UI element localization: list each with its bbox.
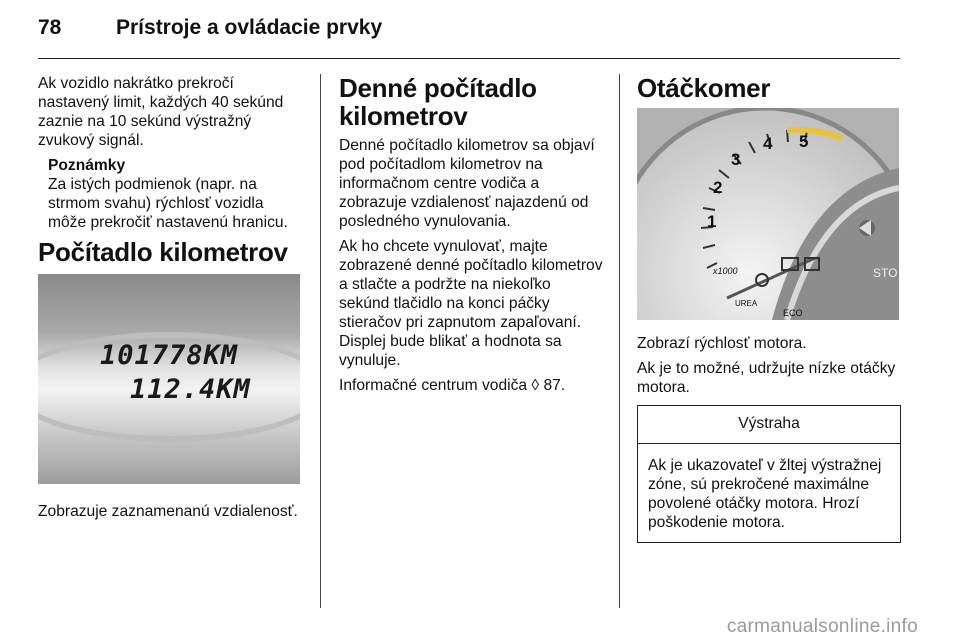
gauge-number-4: 4 [763,134,773,153]
header-divider [38,58,900,59]
stop-button-label: STO [873,266,898,280]
trip-reading: 112.4KM [130,374,251,405]
urea-label: UREA [735,299,758,308]
tachometer-caption-1: Zobrazí rýchlosť motora. [637,335,807,352]
odometer-display-photo [38,274,300,484]
warning-box [637,405,901,543]
note-text: Za istých podmienok (napr. na strmom svahu) rýchlosť vozidla môže prekročiť nastavenú hranicu. [48,176,288,231]
column-divider-2 [619,74,620,608]
odometer-reading: 101778KM [100,340,239,371]
note-title: Poznámky [48,157,126,174]
watermark: carmanualsonline.info [726,616,918,637]
column-3 [637,74,901,543]
gauge-unit-label: x1000 [713,266,738,276]
trip-paragraph-1: Denné počítadlo kilometrov sa objaví pod počítadlom kilometrov na informačnom centre vodiča a zobrazuje vzdialenosť najazdenú od posledného vynulovania. [339,137,595,230]
trip-odometer-heading: Denné počítadlo kilometrov [339,73,537,131]
odometer-caption: Zobrazuje zaznamenanú vzdialenosť. [38,503,298,520]
warning-text: Ak je ukazovateľ v žltej výstražnej zóne, sú prekročené maximálne povolené otáčky motora. Hrozí poškodenie motora. [648,457,882,531]
tachometer-photo [637,108,899,320]
gauge-number-5: 5 [799,132,809,151]
column-1 [38,74,304,527]
warning-title: Výstraha [638,406,900,444]
page-header-title: Prístroje a ovládacie prvky [116,16,383,39]
gauge-number-1: 1 [707,212,717,231]
gauge-number-2: 2 [713,178,723,197]
odometer-heading: Počítadlo kilometrov [38,237,288,267]
column-divider-1 [320,74,321,608]
trip-reference: Informačné centrum vodiča ◊ 87. [339,377,566,394]
speed-limit-paragraph: Ak vozidlo nakrátko prekročí nastavený limit, každých 40 sekúnd zaznie na 10 sekúnd výstražný zvukový signál. [38,75,284,149]
tachometer-caption-2: Ak je to možné, udržujte nízke otáčky motora. [637,360,896,396]
trip-paragraph-2: Ak ho chcete vynulovať, majte zobrazené denné počítadlo kilometrov a stlačte a podržte na niekoľko sekúnd tlačidlo na konci páčky stieračov pri zapnutom zapaľovaní. Displej bude blikať a hodnota sa vynuluje. [339,238,603,369]
tachometer-heading: Otáčkomer [637,73,771,103]
page-number: 78 [38,16,62,39]
note-block [38,156,304,232]
eco-label: ECO [783,308,803,318]
gauge-number-3: 3 [731,150,741,169]
column-2 [339,74,605,401]
